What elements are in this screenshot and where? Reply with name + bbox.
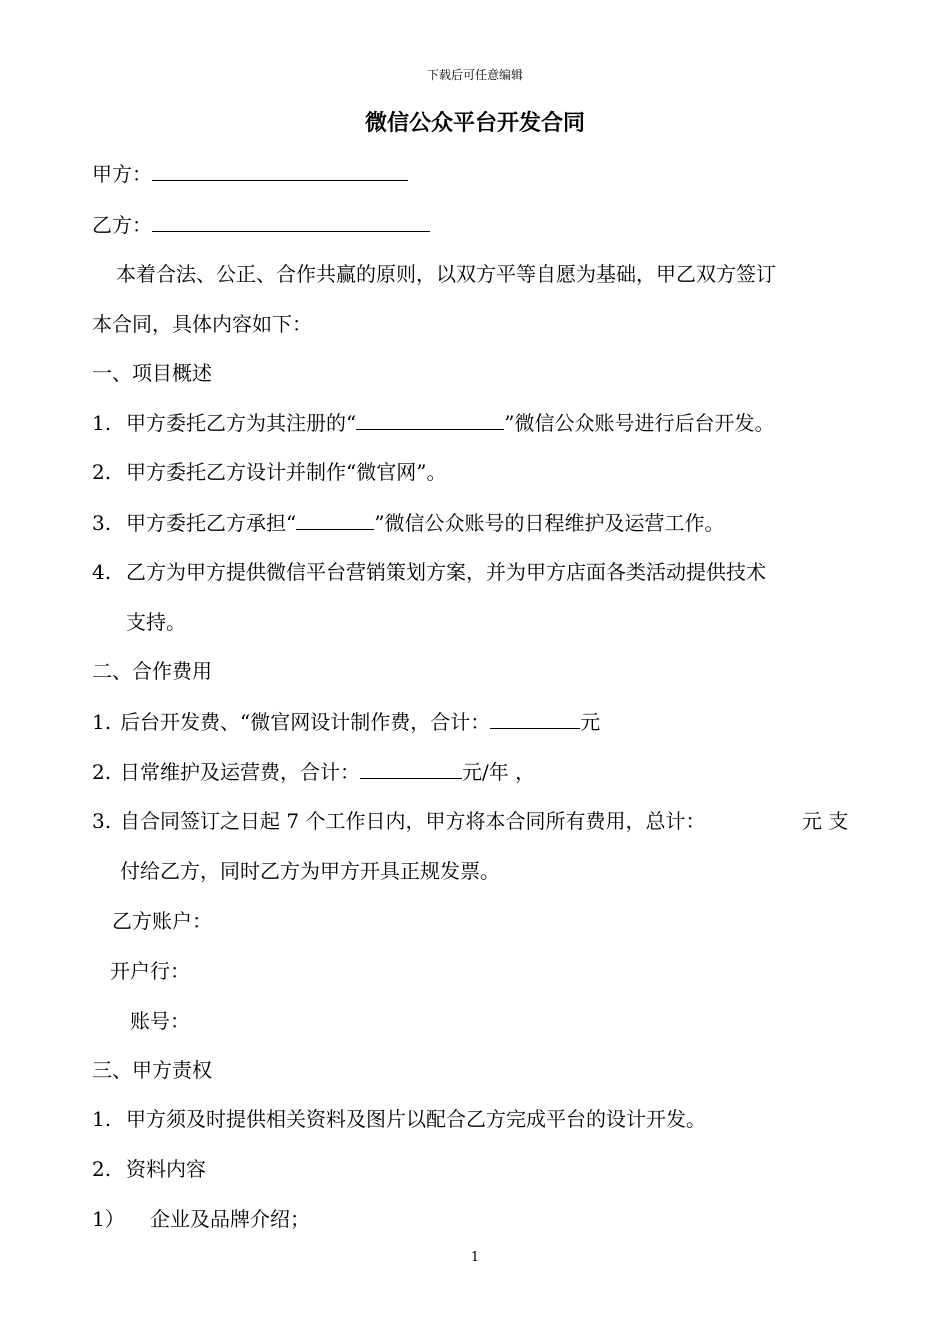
item-number: 1. <box>92 411 112 435</box>
item-text: 资料内容 <box>126 1157 206 1181</box>
party-b-label: 乙方： <box>92 213 152 237</box>
section-1-item-3 <box>92 509 724 536</box>
account-number-label: 账号： <box>130 1009 190 1033</box>
party-a-blank <box>152 160 408 181</box>
section-2-heading: 二、合作费用 <box>92 659 212 683</box>
item-text-after: 元/年 ， <box>462 760 536 784</box>
section-2-item-2 <box>92 758 535 785</box>
header-note: 下载后可任意编辑 <box>426 68 523 82</box>
item-text: 甲方委托乙方设计并制作“微官网”。 <box>126 460 447 484</box>
account-label: 乙方账户： <box>112 909 212 933</box>
party-b-blank <box>152 211 430 232</box>
item-number: 2. <box>92 760 112 784</box>
document-title: 微信公众平台开发合同 <box>364 111 585 136</box>
fee-amount-blank <box>490 708 580 729</box>
account-name-blank <box>296 509 374 530</box>
maintenance-fee-blank <box>360 758 462 779</box>
section-3-item-2 <box>92 1156 206 1182</box>
item-text-before: 甲方委托乙方承担“ <box>126 511 297 535</box>
sub-item-text: 企业及品牌介绍； <box>150 1207 310 1231</box>
section-2-item-3-tail: 元 支 <box>802 809 849 833</box>
section-2-item-3-continued: 付给乙方，同时乙方为甲方开具正规发票。 <box>120 859 500 883</box>
item-number: 1. <box>92 1107 112 1131</box>
item-text-before: 后台开发费、“微官网设计制作费，合计： <box>120 710 491 734</box>
item-number: 4. <box>92 560 112 584</box>
item-text-before: 甲方委托乙方为其注册的“ <box>126 411 357 435</box>
intro-line-1: 本着合法、公正、合作共赢的原则，以双方平等自愿为基础，甲乙双方签订 <box>116 262 776 286</box>
party-a-line <box>92 160 408 187</box>
item-text: 甲方须及时提供相关资料及图片以配合乙方完成平台的设计开发。 <box>126 1107 706 1131</box>
section-1-item-1 <box>92 409 774 436</box>
section-1-item-4-continued: 支持。 <box>126 610 186 634</box>
section-1-item-4 <box>92 559 766 585</box>
page-number: 1 <box>470 1250 480 1265</box>
section-3-sub-item-1 <box>92 1206 310 1232</box>
sub-item-number: 1） <box>92 1207 125 1231</box>
item-number: 3. <box>92 511 112 535</box>
item-text-after: 元 <box>580 710 601 734</box>
item-number: 3. <box>92 809 112 833</box>
section-2-item-1 <box>92 708 600 735</box>
item-text-before: 日常维护及运营费，合计： <box>120 760 360 784</box>
section-2-item-3 <box>92 808 705 834</box>
intro-line-2: 本合同，具体内容如下： <box>92 312 312 336</box>
item-text-line-1: 乙方为甲方提供微信平台营销策划方案，并为甲方店面各类活动提供技术 <box>126 560 766 584</box>
section-3-item-1 <box>92 1106 706 1132</box>
section-1-item-2 <box>92 459 446 485</box>
section-3-heading: 三、甲方责权 <box>92 1058 212 1082</box>
item-text-line-1: 自合同签订之日起 7 个工作日内，甲方将本合同所有费用，总计： <box>120 809 706 833</box>
item-text-after: ”微信公众账号的日程维护及运营工作。 <box>374 511 725 535</box>
account-name-blank <box>356 409 504 430</box>
bank-label: 开户行： <box>110 959 190 983</box>
item-number: 2. <box>92 1157 112 1181</box>
item-text-after: ”微信公众账号进行后台开发。 <box>504 411 775 435</box>
section-1-heading: 一、项目概述 <box>92 361 212 385</box>
item-number: 1. <box>92 710 112 734</box>
party-a-label: 甲方： <box>92 162 152 186</box>
party-b-line <box>92 211 430 238</box>
item-number: 2. <box>92 460 112 484</box>
